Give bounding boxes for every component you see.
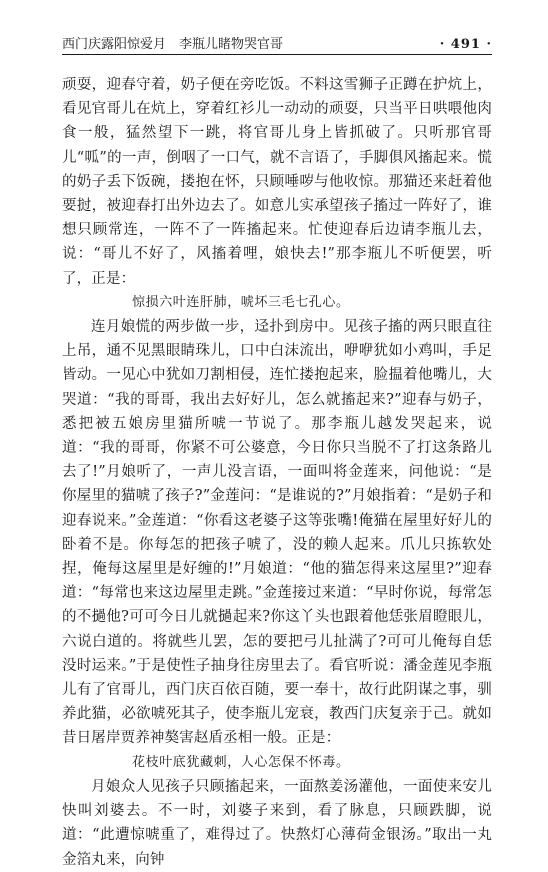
chapter-title: 西门庆露阳惊爱月 李瓶儿睹物哭官哥 [62,37,284,52]
verse-2: 花枝叶底犹藏刺，人心怎保不怀毒。 [132,754,350,770]
running-header [62,34,492,55]
book-page [62,34,492,872]
paragraph-1: 顽耍，迎春守着，奶子便在旁吃饭。不料这雪狮子正蹲在护炕上，看见官哥儿在炕上，穿着红衫儿一动动的顽耍，只当平日哄喂他肉食一般，猛然望下一跳，将官哥儿身上皆抓破了。只听那官哥儿“呱”的一声，倒咽了一口气，就不言语了，手脚俱风搐起来。慌的奶子丢下饭碗，搂抱在怀，只顾唾哕与他收惊。那猫还来赶着他要挝，被迎春打出外边去了。如意儿实承望孩子搐过一阵好了，谁想只顾常连，一阵不了一阵搐起来。忙使迎春后边请李瓶儿去，说：“哥儿不好了，风搐着哩，娘快去!”那李瓶儿不听便罢，听了，正是： [62,77,492,287]
verse-1: 惊损六叶连肝肺，唬坏三毛七孔心。 [132,294,350,310]
paragraph-2: 连月娘慌的两步做一步，迳扑到房中。见孩子搐的两只眼直往上吊，通不见黑眼睛珠儿，口中白沫流出，咿咿犹如小鸡叫，手足皆动。一见心中犹如刀割相侵，连忙搂抱起来，脸揾着他嘴儿，大哭道：“我的哥哥，我出去好好儿，怎么就搐起来?”迎春与奶子，悉把被五娘房里猫所唬一节说了。那李瓶儿越发哭起来，说道：“我的哥哥，你紧不可公婆意，今日你只当脱不了打这条路儿去了!”月娘听了，一声儿没言语，一面叫将金莲来，问他说：“是你屋里的猫唬了孩子?”金莲问：“是谁说的?”月娘指着：“是奶子和迎春说来。”金莲道：“你看这老婆子这等张嘴!俺猫在屋里好好儿的卧着不是。你每怎的把孩子唬了，没的赖人起来。爪儿只拣软处捏，俺每这屋里是好缠的!”月娘道：“他的猫怎得来这屋里?”迎春道：“每常也来这边屋里走跳。”金莲接过来道：“早时你说，每常怎的不撾他?可可今日儿就撾起来?你这丫头也跟着他恁张眉瞪眼儿，六说白道的。将就些儿罢，怎的要把弓儿扯满了?可可儿俺每自恁没时运来。”于是使性子抽身往房里去了。看官听说：潘金莲见李瓶儿有了官哥儿，西门庆百依百随，要一奉十，故行此阴谋之事，驯养此猫，必欲唬死其子，使李瓶儿宠衰，教西门庆复亲于己。就如昔日屠岸贾养神獒害赵盾丞相一般。正是： [62,319,492,747]
page-number: · 491 · [439,37,492,52]
paragraph-3: 月娘众人见孩子只顾搐起来，一面熬姜汤灌他，一面使来安儿快叫刘婆去。不一时，刘婆子来到，看了脉息，只顾跌脚，说道：“此遭惊唬重了，难得过了。快熬灯心薄荷金银汤。”取出一丸金箔丸来，向钟 [62,778,492,868]
page-body [62,73,492,872]
